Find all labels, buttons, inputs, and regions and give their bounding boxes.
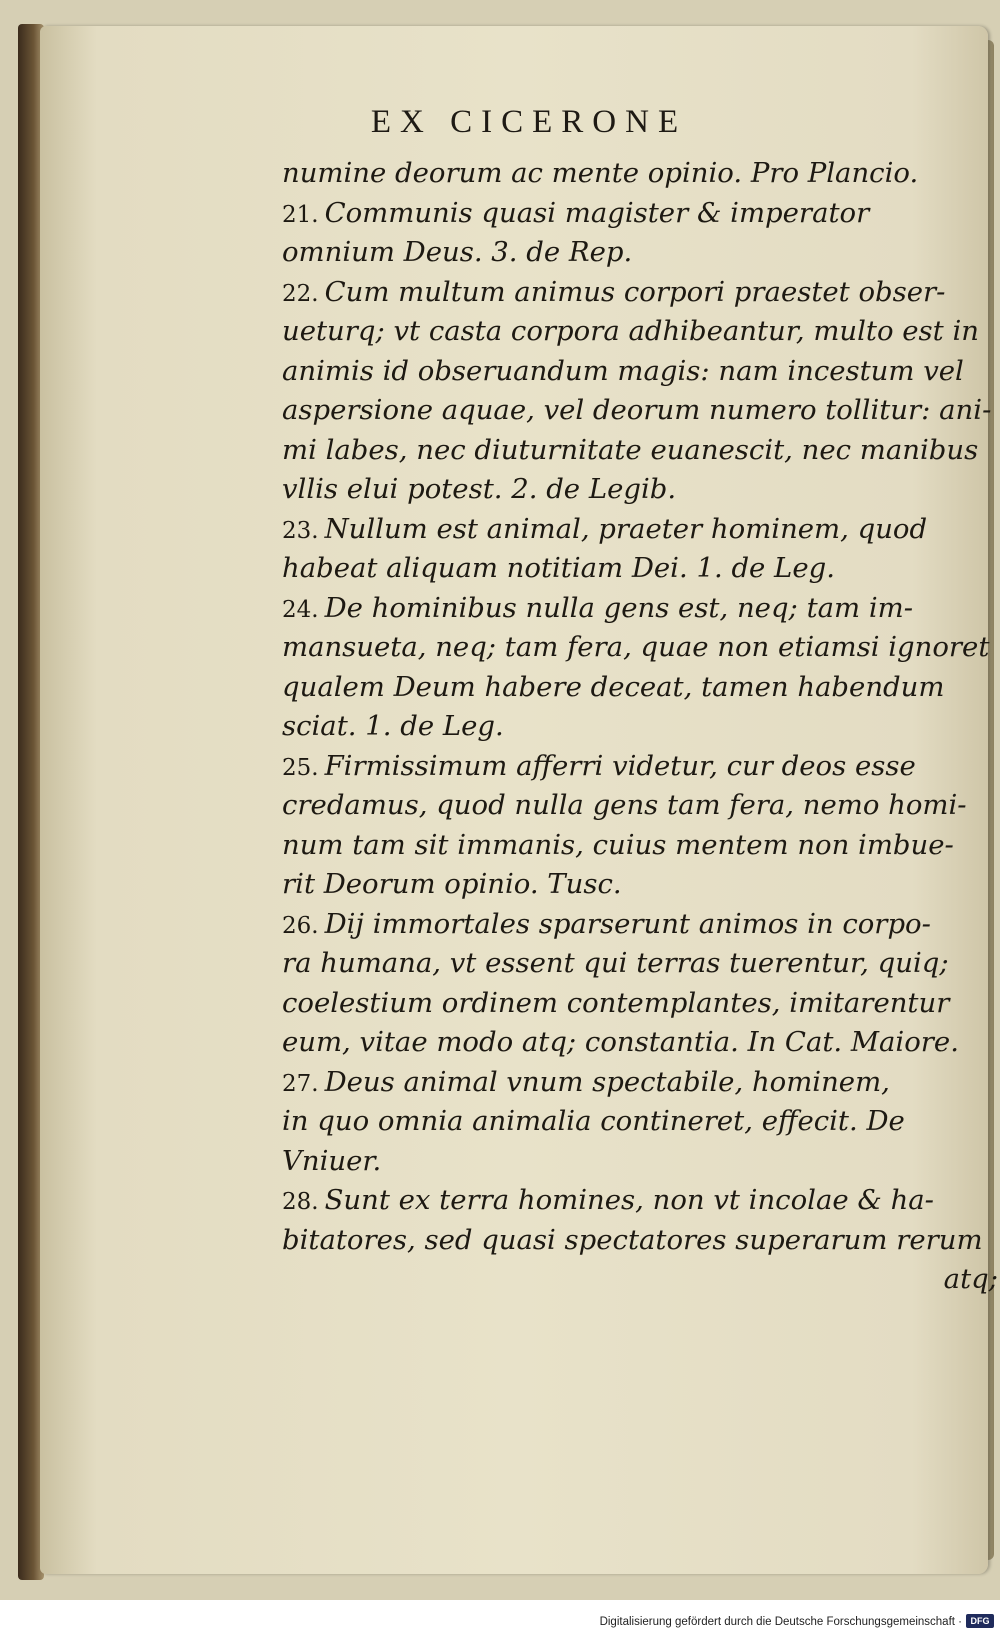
line-text: Nullum est animal, praeter hominem, quod (324, 512, 928, 545)
entry-number: 27. (282, 1070, 319, 1097)
text-line (282, 944, 1000, 984)
text-line (282, 589, 1000, 629)
line-text: mi labes, nec diuturnitate euanescit, nec manibus (282, 433, 979, 466)
text-line (282, 668, 1000, 708)
entry-number: 25. (282, 754, 319, 781)
line-text: rit Deorum opinio. Tusc. (282, 868, 622, 900)
text-line (282, 391, 1000, 431)
line-text: bitatores, sed quasi spectatores superarum rerum (282, 1223, 983, 1256)
line-text: Dij immortales sparserunt animos in corpo- (324, 907, 931, 940)
book-page (40, 26, 998, 1574)
catchword: atq; (943, 1263, 998, 1295)
footer (0, 1600, 1000, 1642)
line-text: habeat aliquam notitiam Dei. 1. de Leg. (282, 552, 835, 584)
text-line (282, 510, 1000, 550)
text-line (282, 154, 1000, 194)
text-line (282, 352, 1000, 392)
line-text: credamus, quod nulla gens tam fera, nemo homi- (282, 789, 967, 821)
text-line (282, 865, 1000, 905)
text-line (282, 628, 1000, 668)
line-text: vllis elui potest. 2. de Legib. (282, 473, 677, 505)
line-text: omnium Deus. 3. de Rep. (282, 236, 633, 268)
running-head: EX CICERONE (370, 104, 688, 140)
line-text: Sunt ex terra homines, non vt incolae & ha- (324, 1184, 934, 1216)
text-line (282, 470, 1000, 510)
line-text: sciat. 1. de Leg. (282, 710, 504, 742)
line-text: num tam sit immanis, cuius mentem non imbue- (282, 828, 954, 861)
entry-number: 26. (282, 912, 319, 939)
entry-number: 21. (282, 201, 319, 228)
line-text: Firmissimum afferri videtur, cur deos esse (324, 749, 916, 782)
text-line (282, 1142, 1000, 1182)
text-line (282, 786, 1000, 826)
line-text: numine deorum ac mente opinio. Pro Plancio. (282, 157, 919, 189)
text-line (282, 312, 1000, 352)
text-line (282, 1102, 1000, 1142)
text-line (282, 905, 1000, 945)
line-text: Cum multum animus corpori praestet obser- (324, 275, 946, 308)
line-text: mansueta, neq; tam fera, quae non etiamsi ignoret (282, 631, 990, 663)
line-text: animis id obseruandum magis: nam incestum vel (282, 354, 964, 387)
line-text: ueturq; vt casta corpora adhibeantur, multo est in (282, 315, 979, 347)
line-text: Deus animal vnum spectabile, hominem, (324, 1065, 890, 1098)
text-line (282, 549, 1000, 589)
line-text: eum, vitae modo atq; constantia. In Cat. Maiore. (282, 1026, 959, 1058)
footer-credit: Digitalisierung gefördert durch die Deutsche Forschungsgemeinschaft · (599, 1616, 962, 1628)
text-line (282, 1221, 1000, 1261)
entry-number: 23. (282, 517, 319, 544)
text-line (282, 1023, 1000, 1063)
entry-number: 24. (282, 596, 319, 623)
line-text: in quo omnia animalia contineret, effecit. De (282, 1105, 905, 1137)
line-text: coelestium ordinem contemplantes, imitarentur (282, 986, 950, 1019)
line-text: ra humana, vt essent qui terras tuerentur, quiq; (282, 947, 949, 979)
text-line (282, 1063, 1000, 1103)
text-line (282, 707, 1000, 747)
entry-number: 28. (282, 1189, 319, 1215)
text-line (282, 273, 1000, 313)
line-text: aspersione aquae, vel deorum numero tollitur: ani- (282, 394, 992, 426)
text-line (282, 431, 1000, 471)
text-line (282, 233, 1000, 273)
line-text: qualem Deum habere deceat, tamen habendum (282, 670, 945, 703)
line-text: Communis quasi magister & imperator (324, 196, 870, 229)
dfg-logo: DFG (966, 1614, 994, 1628)
text-line (282, 1181, 1000, 1221)
line-text: De hominibus nulla gens est, neq; tam im- (324, 591, 913, 624)
text-line (282, 747, 1000, 787)
text-block (282, 154, 1000, 1300)
entry-number: 22. (282, 280, 319, 307)
text-line (282, 194, 1000, 234)
text-line (282, 826, 1000, 866)
line-text: Vniuer. (282, 1144, 382, 1177)
text-line (282, 984, 1000, 1024)
